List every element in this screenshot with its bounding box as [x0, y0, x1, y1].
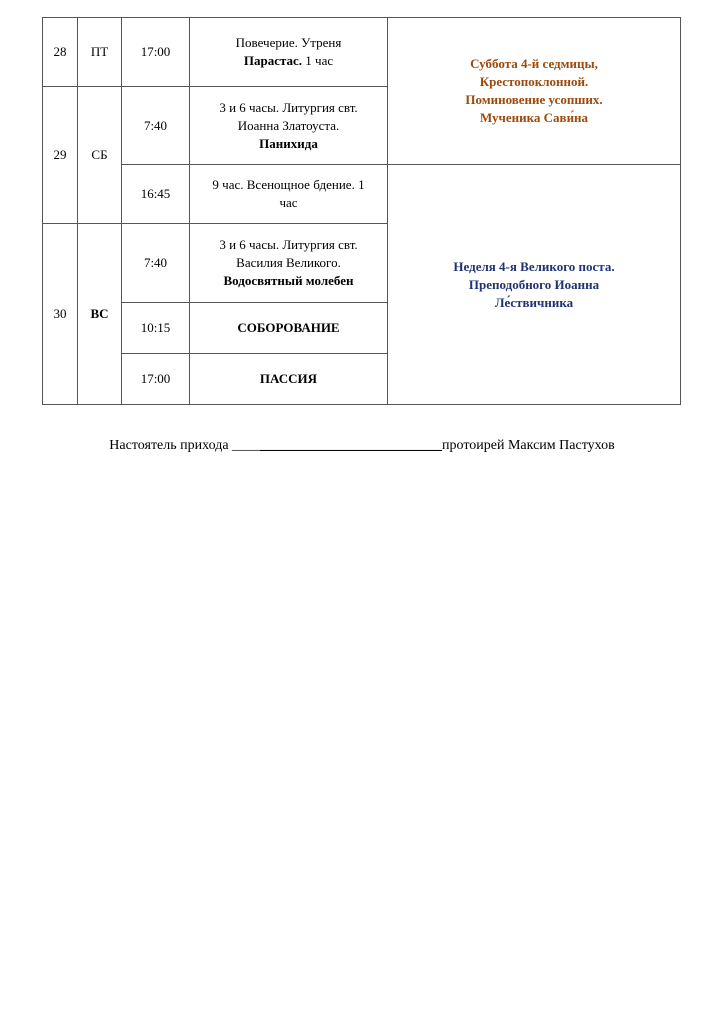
time-cell: 16:45: [122, 165, 190, 224]
footer-prefix: Настоятель прихода ____: [109, 438, 261, 453]
feast-line: Крестопоклонной.: [479, 74, 589, 89]
service-line: 3 и 6 часы. Литургия свт.: [219, 237, 358, 252]
date-cell: 29: [43, 87, 78, 224]
service-bold-text: Парастас.: [243, 53, 303, 68]
weekday-cell: ПТ: [78, 18, 122, 87]
service-line: 9 час. Всенощное бдение. 1: [212, 177, 365, 192]
feast-line: Преподобного Иоанна: [468, 276, 600, 292]
time-cell: 17:00: [122, 18, 190, 87]
weekday-cell: СБ: [78, 87, 122, 224]
service-line: 3 и 6 часы. Литургия свт.: [219, 99, 358, 115]
schedule-table: [42, 17, 681, 405]
time-cell: 10:15: [122, 303, 190, 354]
service-cell: СОБОРОВАНИЕ: [190, 303, 388, 354]
service-line: Иоанна Златоуста.: [237, 117, 340, 133]
feast-line: Суббота 4-й седмицы,: [470, 56, 598, 71]
date-cell: 28: [43, 18, 78, 87]
service-line: [194, 52, 383, 70]
footer-suffix: протоирей Максим Пастухов: [442, 438, 615, 453]
service-line: час: [279, 195, 298, 210]
service-cell: [190, 224, 388, 303]
service-tail-text: 1 час: [305, 53, 334, 68]
service-cell: [190, 87, 388, 165]
sunday-feast-cell: [388, 165, 681, 405]
weekday-cell: ВС: [78, 224, 122, 405]
feast-line: Неделя 4-я Великого поста.: [453, 258, 615, 274]
feast-line: Мученика Сави́на: [479, 110, 589, 125]
service-bold-text: Водосвятный молебен: [223, 273, 354, 288]
time-cell: 17:00: [122, 354, 190, 405]
service-cell: [190, 165, 388, 224]
table-row: [43, 165, 681, 224]
feast-line: Поминовение усопших.: [465, 92, 603, 107]
signature-line: __________________________: [260, 438, 443, 453]
service-line: Повечерие. Утреня: [235, 35, 342, 50]
table-row: [43, 18, 681, 87]
date-cell: 30: [43, 224, 78, 405]
service-cell: ПАССИЯ: [190, 354, 388, 405]
saturday-feast-cell: [388, 18, 681, 165]
service-bold-text: Панихида: [259, 135, 318, 151]
service-cell: [190, 18, 388, 87]
time-cell: 7:40: [122, 224, 190, 303]
footer-signature: [0, 438, 724, 454]
time-cell: 7:40: [122, 87, 190, 165]
service-line: Василия Великого.: [236, 255, 341, 270]
feast-line: Ле́ствичника: [494, 294, 574, 310]
